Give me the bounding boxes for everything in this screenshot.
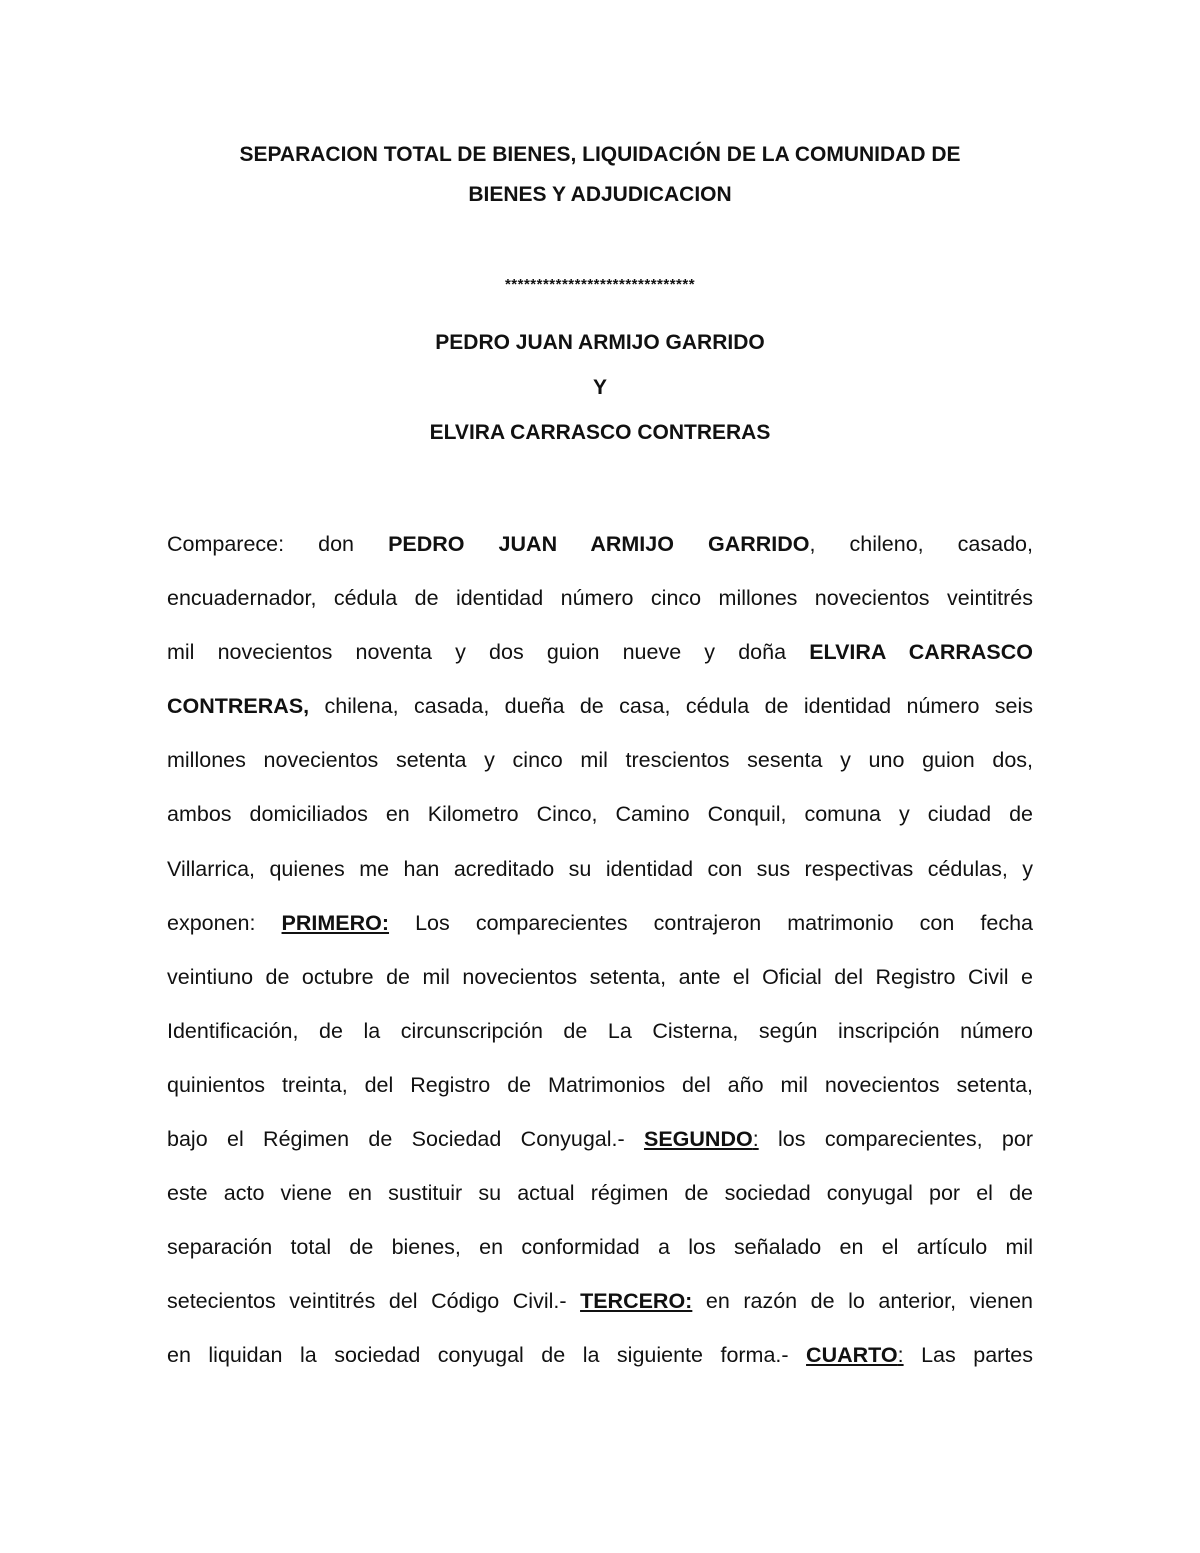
clause-tercero-heading: TERCERO: [580, 1289, 693, 1314]
body-text: los comparecientes, por [758, 1127, 1033, 1152]
body-text: setecientos veintitrés del Código Civil.- [167, 1289, 581, 1314]
body-line-12 [167, 1112, 1033, 1166]
body-line-6: ambos domiciliados en Kilometro Cinco, Camino Conquil, comuna y ciudad de [167, 802, 1033, 827]
body-text: Comparece: don [167, 532, 389, 556]
separator-asterisks: ****************************** [504, 276, 696, 293]
body-line-7: Villarrica, quienes me han acreditado su identidad con sus respectivas cédulas, y [167, 856, 1033, 881]
body-text: Los comparecientes contrajeron matrimonio con fecha [389, 910, 1033, 935]
body-text: mil novecientos noventa y dos guion nueve y doña [167, 640, 810, 665]
body-line-9: veintiuno de octubre de mil novecientos setenta, ante el Oficial del Registro Civil e [167, 964, 1033, 989]
parties-block [0, 320, 1200, 455]
body-line-1 [167, 517, 1033, 571]
clause-cuarto-heading: CUARTO [806, 1343, 898, 1368]
clause-cuarto-colon: : [897, 1343, 904, 1368]
document-body [167, 517, 1033, 1383]
clause-segundo-colon: : [752, 1127, 759, 1152]
body-line-11: quinientos treinta, del Registro de Matrimonios del año mil novecientos setenta, [167, 1072, 1033, 1097]
clause-primero-heading: PRIMERO: [281, 910, 390, 935]
body-text: Las partes [903, 1343, 1033, 1368]
party-2-surname-inline: CONTRERAS, [167, 694, 310, 719]
body-text: bajo el Régimen de Sociedad Conyugal.- [167, 1127, 644, 1152]
body-line-2: encuadernador, cédula de identidad número cinco millones novecientos veintitrés [167, 586, 1033, 611]
body-line-5: millones novecientos setenta y cinco mil trescientos sesenta y uno guion dos, [167, 748, 1033, 773]
party-conjunction: Y [592, 376, 607, 399]
body-line-13: este acto viene en sustituir su actual régimen de sociedad conyugal por el de [167, 1181, 1033, 1206]
party-1-name: PEDRO JUAN ARMIJO GARRIDO [435, 331, 765, 354]
body-line-16 [167, 1328, 1033, 1382]
body-text: , chileno, casado, [809, 532, 1033, 556]
body-text: exponen: [167, 910, 282, 935]
party-2-name-inline: ELVIRA CARRASCO [809, 640, 1033, 665]
title-line-2: BIENES Y ADJUDICACION [468, 183, 732, 206]
body-line-10: Identificación, de la circunscripción de La Cisterna, según inscripción número [167, 1018, 1033, 1043]
body-line-14: separación total de bienes, en conformidad a los señalado en el artículo mil [167, 1235, 1033, 1260]
title-line-1: SEPARACION TOTAL DE BIENES, LIQUIDACIÓN DE LA COMUNIDAD DE [239, 143, 961, 166]
clause-segundo-heading: SEGUNDO [643, 1127, 753, 1152]
body-line-8 [167, 896, 1033, 950]
body-text: chilena, casada, dueña de casa, cédula de identidad número seis [309, 694, 1033, 719]
body-text: en razón de lo anterior, vienen [692, 1289, 1033, 1314]
party-2-name: ELVIRA CARRASCO CONTRERAS [429, 421, 771, 444]
body-line-3 [167, 625, 1033, 679]
document-title [140, 135, 1060, 215]
party-1-name-inline: PEDRO JUAN ARMIJO GARRIDO [388, 532, 810, 556]
body-line-4 [167, 679, 1033, 733]
body-text: en liquidan la sociedad conyugal de la siguiente forma.- [167, 1343, 807, 1368]
body-line-15 [167, 1274, 1033, 1328]
